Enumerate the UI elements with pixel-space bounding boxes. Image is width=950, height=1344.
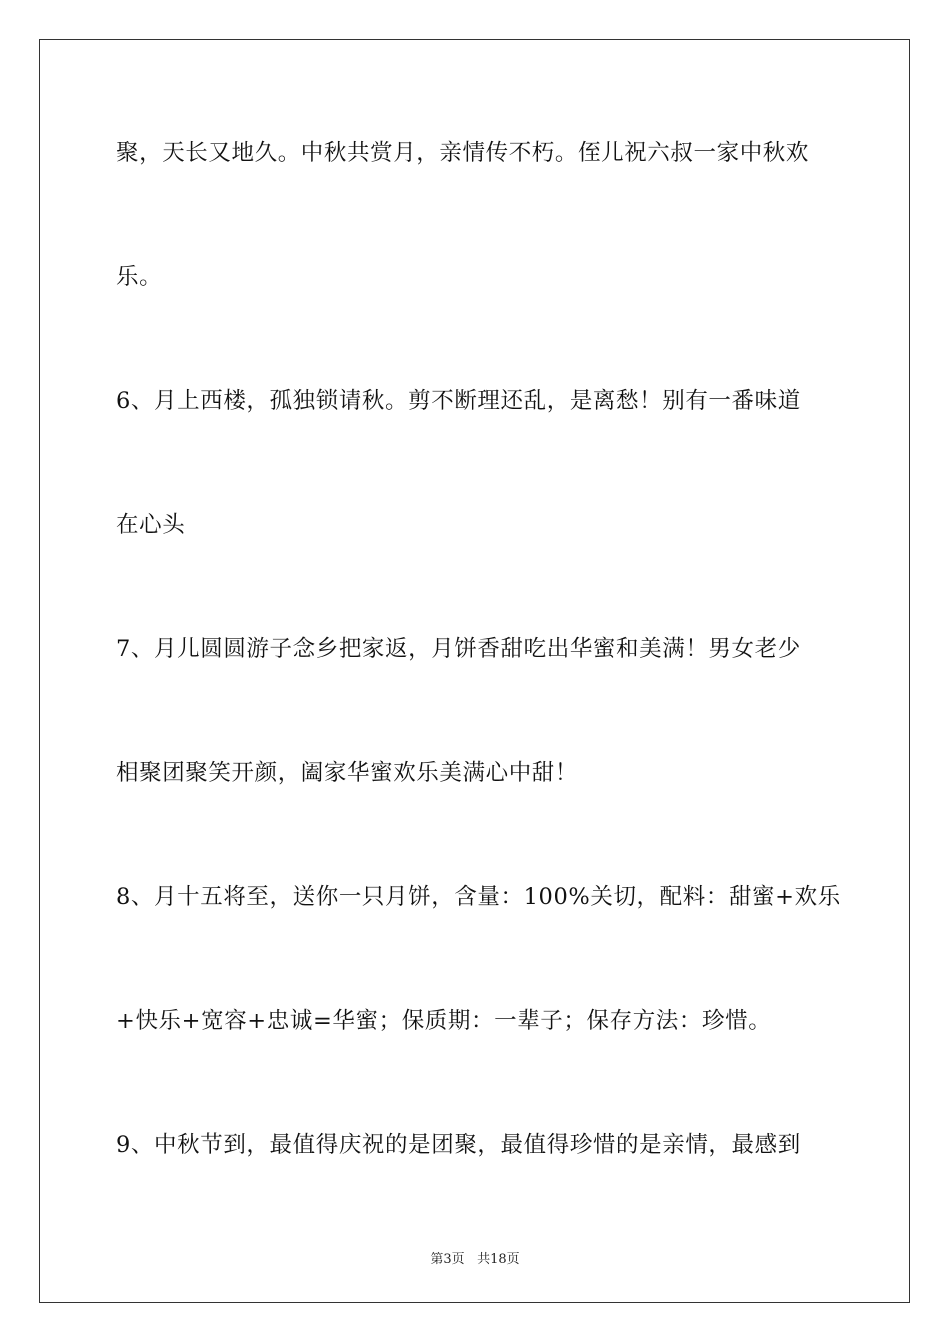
text-line: 聚，天长又地久。中秋共赏月，亲情传不朽。侄儿祝六叔一家中秋欢 [116,140,810,166]
page-number: 第3页 [430,1252,465,1267]
text-line: 7、月儿圆圆游子念乡把家返，月饼香甜吃出华蜜和美满！男女老少 [116,636,801,662]
text-line: 6、月上西楼，孤独锁请秋。剪不断理还乱，是离愁！别有一番味道 [116,388,801,414]
text-line: 乐。 [116,264,163,290]
text-line: 在心头 [116,512,186,538]
page-border [39,39,910,1303]
text-line: 9、中秋节到，最值得庆祝的是团聚，最值得珍惜的是亲情，最感到 [116,1132,801,1158]
text-line: 相聚团聚笑开颜，阖家华蜜欢乐美满心中甜！ [116,760,579,786]
text-line: +快乐+宽容+忠诚=华蜜；保质期：一辈子；保存方法：珍惜。 [116,1008,772,1034]
text-line: 8、月十五将至，送你一只月饼，含量：100%关切，配料：甜蜜+欢乐 [116,884,841,910]
page-footer [0,1248,950,1267]
page-total: 共18页 [477,1252,520,1267]
